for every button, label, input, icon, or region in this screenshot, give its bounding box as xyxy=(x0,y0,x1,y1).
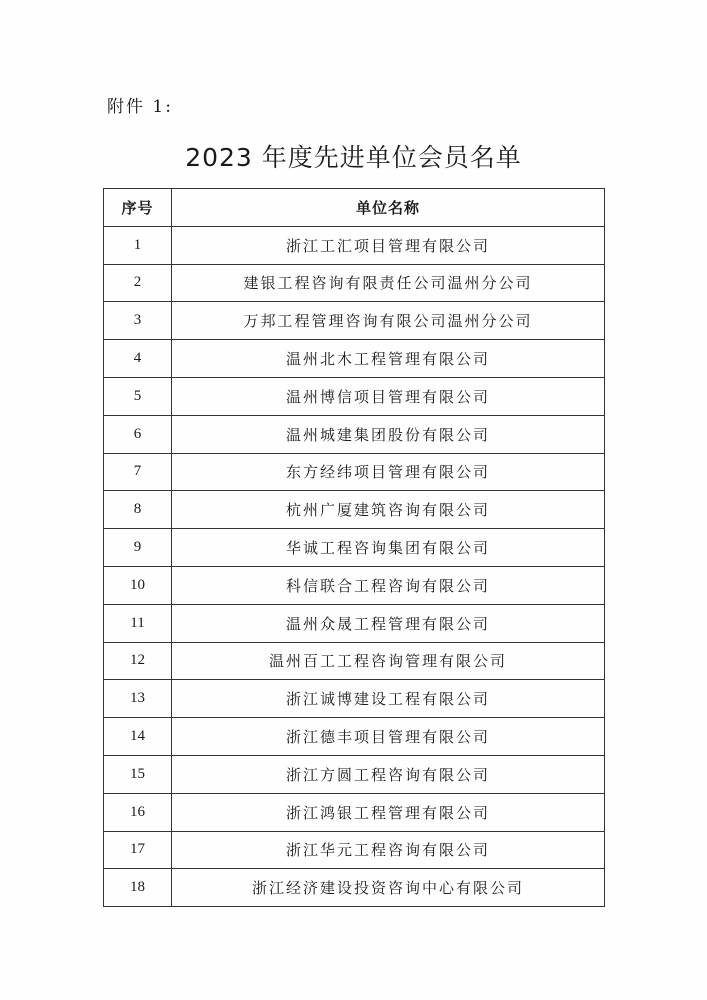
table-row xyxy=(104,529,605,567)
row-name: 华诚工程咨询集团有限公司 xyxy=(172,529,605,567)
row-name: 浙江德丰项目管理有限公司 xyxy=(172,718,605,756)
row-no: 17 xyxy=(104,831,172,869)
attachment-label: 附件 1: xyxy=(107,97,173,117)
row-name: 建银工程咨询有限责任公司温州分公司 xyxy=(172,264,605,302)
table-row xyxy=(104,226,605,264)
table-row xyxy=(104,642,605,680)
row-no: 2 xyxy=(104,264,172,302)
row-no: 7 xyxy=(104,453,172,491)
row-no: 5 xyxy=(104,377,172,415)
table-row xyxy=(104,831,605,869)
table-row xyxy=(104,604,605,642)
row-name: 科信联合工程咨询有限公司 xyxy=(172,566,605,604)
row-name: 杭州广厦建筑咨询有限公司 xyxy=(172,491,605,529)
row-no: 16 xyxy=(104,793,172,831)
table-row xyxy=(104,755,605,793)
row-name: 温州博信项目管理有限公司 xyxy=(172,377,605,415)
row-no: 8 xyxy=(104,491,172,529)
row-name: 浙江方圆工程咨询有限公司 xyxy=(172,755,605,793)
row-name: 浙江诚博建设工程有限公司 xyxy=(172,680,605,718)
row-name: 温州众晟工程管理有限公司 xyxy=(172,604,605,642)
row-no: 14 xyxy=(104,718,172,756)
row-no: 12 xyxy=(104,642,172,680)
header-name: 单位名称 xyxy=(172,189,605,227)
row-name: 浙江华元工程咨询有限公司 xyxy=(172,831,605,869)
row-name: 东方经纬项目管理有限公司 xyxy=(172,453,605,491)
table-body xyxy=(104,226,605,906)
row-no: 9 xyxy=(104,529,172,567)
table-row xyxy=(104,869,605,907)
row-no: 18 xyxy=(104,869,172,907)
table-row xyxy=(104,680,605,718)
table-row xyxy=(104,453,605,491)
row-name: 温州北木工程管理有限公司 xyxy=(172,340,605,378)
table-row xyxy=(104,340,605,378)
table-row xyxy=(104,264,605,302)
row-name: 浙江经济建设投资咨询中心有限公司 xyxy=(172,869,605,907)
page-title: 2023 年度先进单位会员名单 xyxy=(185,143,522,172)
row-no: 13 xyxy=(104,680,172,718)
table-row xyxy=(104,302,605,340)
table-row xyxy=(104,793,605,831)
row-no: 1 xyxy=(104,226,172,264)
row-no: 4 xyxy=(104,340,172,378)
member-table xyxy=(103,188,605,907)
table-row xyxy=(104,566,605,604)
row-no: 15 xyxy=(104,755,172,793)
row-no: 11 xyxy=(104,604,172,642)
header-no: 序号 xyxy=(104,189,172,227)
row-no: 3 xyxy=(104,302,172,340)
row-no: 10 xyxy=(104,566,172,604)
table-row xyxy=(104,718,605,756)
table-row xyxy=(104,377,605,415)
row-name: 浙江工汇项目管理有限公司 xyxy=(172,226,605,264)
row-no: 6 xyxy=(104,415,172,453)
row-name: 温州百工工程咨询管理有限公司 xyxy=(172,642,605,680)
table-row xyxy=(104,415,605,453)
table-header-row xyxy=(104,189,605,227)
row-name: 温州城建集团股份有限公司 xyxy=(172,415,605,453)
row-name: 浙江鸿银工程管理有限公司 xyxy=(172,793,605,831)
table-row xyxy=(104,491,605,529)
row-name: 万邦工程管理咨询有限公司温州分公司 xyxy=(172,302,605,340)
